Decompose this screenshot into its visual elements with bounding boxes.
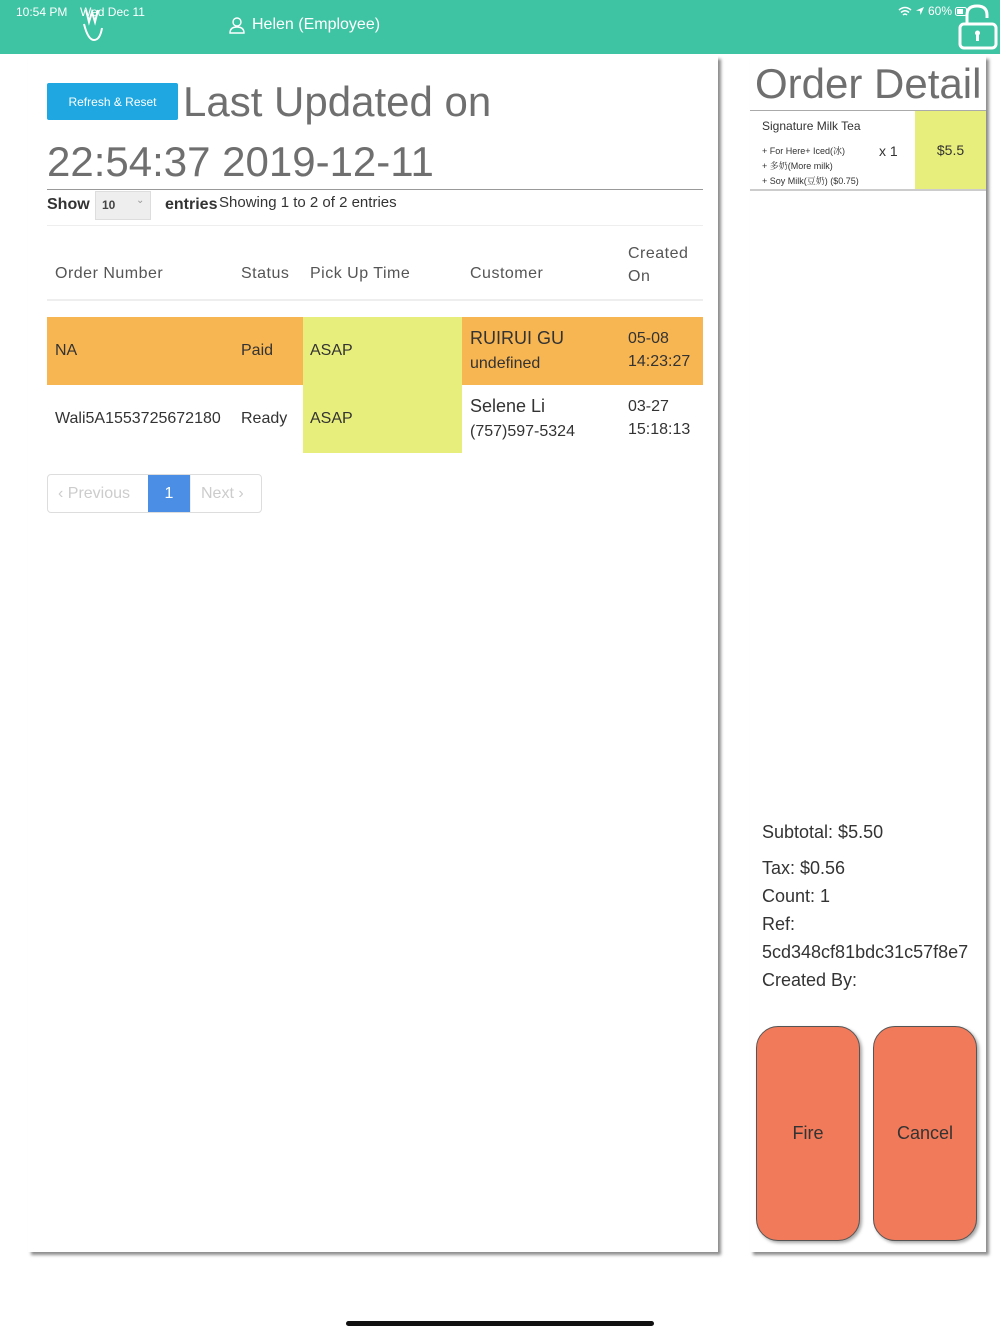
- page-1-button[interactable]: 1: [148, 475, 190, 512]
- show-label: Show: [47, 196, 90, 213]
- pickup-time: ASAP: [303, 385, 462, 453]
- item-modifier: + For Here+ Iced(冰): [762, 146, 846, 156]
- divider: [47, 225, 703, 226]
- chevron-down-icon: ⌄: [136, 195, 145, 206]
- customer-name: Selene Li: [470, 396, 546, 416]
- order-detail-panel: [750, 56, 986, 1252]
- fire-button[interactable]: Fire: [756, 1026, 860, 1241]
- status-time: 10:54 PM: [16, 5, 68, 19]
- refresh-reset-button[interactable]: Refresh & Reset: [47, 83, 178, 120]
- entries-select-value: 10: [102, 198, 116, 212]
- customer: [470, 325, 564, 393]
- column-header-customer[interactable]: Customer: [470, 265, 544, 282]
- table-row[interactable]: [47, 385, 703, 453]
- ref-label: Ref:: [762, 914, 796, 934]
- customer-name: RUIRUI GU: [470, 328, 564, 348]
- column-header-status[interactable]: Status: [241, 265, 290, 282]
- user-name: Helen (Employee): [252, 16, 381, 33]
- tax: Tax: $0.56: [762, 858, 846, 878]
- divider: [47, 189, 703, 190]
- created-time: 14:23:27: [628, 353, 691, 370]
- created-on: [628, 395, 690, 463]
- previous-page-button[interactable]: ‹ Previous: [58, 485, 131, 502]
- battery-percent: 60%: [928, 4, 953, 18]
- table-info: Showing 1 to 2 of 2 entries: [219, 194, 397, 211]
- order-number: Wali5A1553725672180: [55, 410, 221, 427]
- entries-select[interactable]: [95, 191, 151, 220]
- column-header-created-on[interactable]: Created On: [628, 245, 689, 285]
- customer: [470, 393, 575, 461]
- user-menu[interactable]: [228, 16, 380, 34]
- entries-label: entries: [165, 196, 218, 213]
- customer-phone: (757)597-5324: [470, 423, 575, 440]
- order-number: NA: [55, 342, 78, 359]
- user-icon: [228, 16, 246, 34]
- column-header-order-number[interactable]: Order Number: [55, 265, 164, 282]
- item-price: $5.5: [915, 111, 986, 189]
- created-time: 15:18:13: [628, 421, 691, 438]
- item-modifier: + 多奶(More milk): [762, 161, 833, 171]
- order-detail-title: Order Detail: [755, 60, 982, 107]
- order-line-item[interactable]: [750, 111, 986, 191]
- subtotal: Subtotal: $5.50: [762, 822, 884, 842]
- ref-value: 5cd348cf81bdc31c57f8e7: [762, 942, 969, 962]
- location-arrow-icon: [915, 6, 925, 16]
- table-row[interactable]: [47, 317, 703, 385]
- pagination: [47, 474, 262, 513]
- item-modifiers: [762, 144, 859, 189]
- last-updated-title: Last Updated on 22:54:37 2019-12-11: [47, 78, 492, 185]
- pickup-time: ASAP: [303, 317, 462, 385]
- item-name: Signature Milk Tea: [762, 119, 861, 133]
- item-quantity: x 1: [879, 143, 898, 159]
- count: Count: 1: [762, 886, 831, 906]
- order-status: Ready: [241, 410, 288, 427]
- orders-panel: [28, 56, 718, 1252]
- item-modifier: + Soy Milk(豆奶) ($0.75): [762, 176, 859, 186]
- wifi-icon: [898, 6, 912, 17]
- lock-icon[interactable]: [955, 2, 999, 50]
- divider: [47, 299, 703, 301]
- created-by: Created By:: [762, 970, 858, 990]
- app-header: [0, 0, 1000, 54]
- home-indicator[interactable]: [346, 1321, 654, 1326]
- table-length-controls: [47, 194, 707, 224]
- column-header-pickup-time[interactable]: Pick Up Time: [310, 265, 411, 282]
- status-date: Wed Dec 11: [80, 5, 145, 19]
- cancel-button[interactable]: Cancel: [873, 1026, 977, 1241]
- customer-phone: undefined: [470, 355, 541, 372]
- created-date: 05-08: [628, 330, 669, 347]
- next-page-button[interactable]: Next ›: [190, 475, 261, 512]
- created-date: 03-27: [628, 398, 669, 415]
- order-status: Paid: [241, 342, 274, 359]
